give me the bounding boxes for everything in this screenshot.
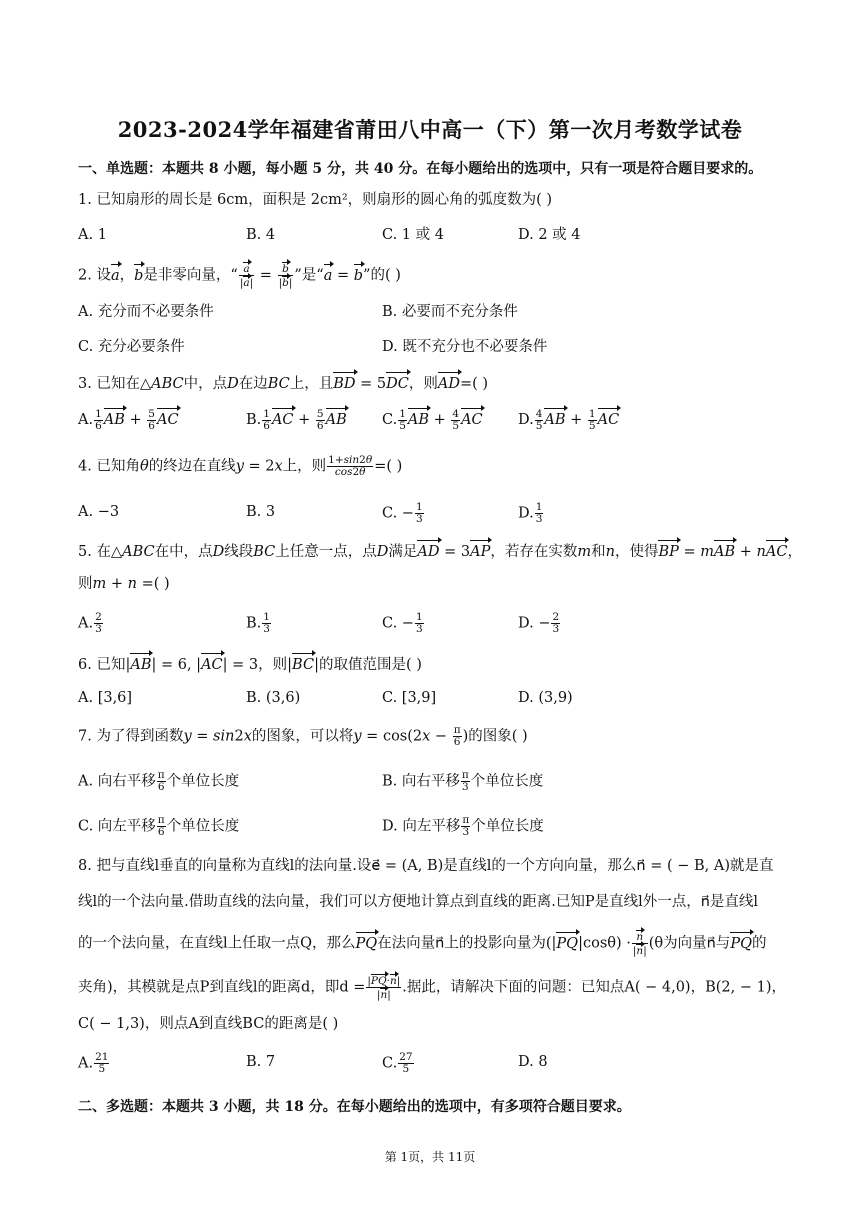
q2-option-c: C. 充分必要条件 [78,339,185,355]
question-8-line5: C( − 1,3)，则点A到直线BC的距离是( ) [78,1016,339,1032]
q8-option-b: B. 7 [246,1054,276,1070]
q6-option-a: A. [3,6] [78,690,133,706]
question-8-line3: 的一个法向量，在直线l上任取一点Q，那么PQ在法向量n⃗上的投影向量为(|PQ|cosθ) · $\frac{n}{|n|}$ (θ为向量n⃗与PQ的 [78,931,767,957]
q8-option-c: C. $\frac{27}{5}$ [382,1051,413,1075]
q6-option-d: D. (3,9) [518,690,573,706]
q3-option-d: D. $\frac{4}{5}$ AB + $\frac{1}{5}$ AC [518,407,620,432]
q5-option-c: C. − $\frac{1}{3}$ [382,611,423,635]
q4-option-d: D. $\frac{1}{3}$ [518,501,543,525]
q4-option-b: B. 3 [246,504,276,520]
q3-option-a: A. $\frac{1}{6}$ AB + $\frac{5}{6}$ AC [78,407,179,432]
section-multiple-choice-header: 二、多选题：本题共 3 小题，共 18 分。在每小题给出的选项中，有多项符合题目要求。 [78,1099,631,1115]
question-4-stem: 4. 已知角θ的终边在直线y = 2x上，则 $\frac{1+\sin 2\theta}{\cos 2\theta}$ =( ) [78,454,403,478]
question-5-stem-line1: 5. 在△ABC在中，点D线段BC上任意一点，点D满足AD = 3AP，若存在实数m和n，使得BP = mAB + nAC， [78,540,820,562]
q1-option-a: A. 1 [78,227,107,243]
q2-option-a: A. 充分而不必要条件 [78,304,214,320]
question-1-stem: 1. 已知扇形的周长是 6cm，面积是 2cm²，则扇形的圆心角的弧度数为( ) [78,192,553,208]
question-8-line1: 8. 把与直线l垂直的向量称为直线l的法向量.设e⃗ = (A, B)是直线l的一个方向向量，那么n⃗ = ( − B, A)就是直 [78,858,774,874]
q5-option-a: A. $\frac{2}{3}$ [78,611,102,635]
q8-option-d: D. 8 [518,1054,548,1070]
q2-option-d: D. 既不充分也不必要条件 [382,339,548,355]
question-3-stem: 3. 已知在△ABC中，点D在边BC上，且BD = 5DC，则AD=( ) [78,372,820,394]
q4-option-a: A. −3 [78,504,120,520]
question-2-stem: 2. 设a，b是非零向量，“ $\frac{a}{|a|}$ = $\frac{b}{|b|}$ ”是“a = b”的( ) [78,263,401,289]
q1-option-c: C. 1 或 4 [382,227,444,243]
page-footer: 第 1页，共 11页 [384,1150,476,1164]
q7-option-c: C. 向左平移 $\frac{\pi}{6}$ 个单位长度 [78,814,240,838]
question-8-line2: 线l的一个法向量.借助直线的法向量，我们可以方便地计算点到直线的距离.已知P是直线l外一点，n⃗是直线l [78,894,759,910]
q5-option-b: B. $\frac{1}{3}$ [246,611,270,635]
q4-option-c: C. − $\frac{1}{3}$ [382,501,423,525]
question-5-stem-line2: 则m + n =( ) [78,576,170,592]
q7-option-d: D. 向左平移 $\frac{\pi}{3}$ 个单位长度 [382,814,544,838]
page-title: 2023-2024学年福建省莆田八中高一（下）第一次月考数学试卷 [117,117,743,142]
q3-option-b: B. $\frac{1}{6}$ AC + $\frac{5}{6}$ AB [246,407,347,432]
q5-option-d: D. − $\frac{2}{3}$ [518,611,560,635]
q6-option-c: C. [3,9] [382,690,437,706]
question-6-stem: 6. 已知|AB| = 6, |AC| = 3，则|BC|的取值范围是( ) [78,653,820,675]
q6-option-b: B. (3,6) [246,690,301,706]
q1-option-d: D. 2 或 4 [518,227,581,243]
q1-option-b: B. 4 [246,227,276,243]
q7-option-a: A. 向右平移 $\frac{\pi}{6}$ 个单位长度 [78,769,240,793]
q2-option-b: B. 必要而不充分条件 [382,304,518,320]
question-8-line4: 夹角)，其模就是点P到直线l的距离d，即d = $\frac{|PQ\cdot n|}{|n|}$ .据此，请解决下面的问题：已知点A( − 4,0)，B(2, − 1)， [78,975,786,1001]
q8-option-a: A. $\frac{21}{5}$ [78,1051,109,1075]
section-single-choice-header: 一、单选题：本题共 8 小题，每小题 5 分，共 40 分。在每小题给出的选项中，只有一项是符合题目要求的。 [78,161,763,177]
q3-option-c: C. $\frac{1}{5}$ AB + $\frac{4}{5}$ AC [382,407,483,432]
question-7-stem: 7. 为了得到函数y = sin2x的图象，可以将y = cos(2x − $\frac{\pi}{6}$ )的图象( ) [78,724,528,748]
q7-option-b: B. 向右平移 $\frac{\pi}{3}$ 个单位长度 [382,769,544,793]
